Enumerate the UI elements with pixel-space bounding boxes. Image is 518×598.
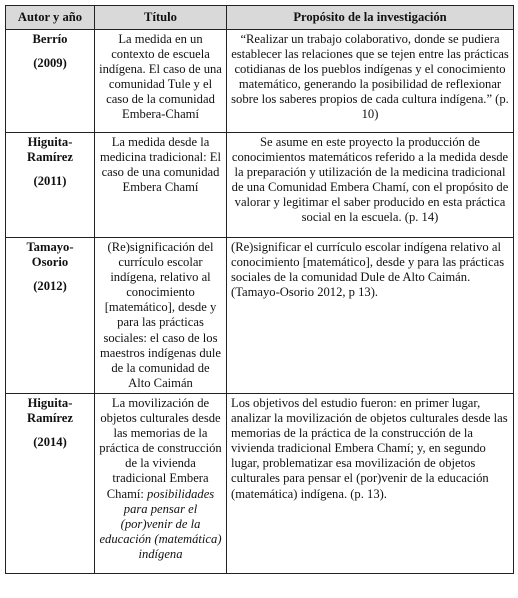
author-year: (2012) (33, 279, 67, 294)
purpose-text: Se asume en este proyecto la producción de conocimientos matemáticos referido a la medida desde la preparación y utilización de la medicina tradicional de una Comunidad Embera Chamí, con el propósito de valorar y legitimar el saber producido en esta práctica social en la escuela. (p. 14) (231, 135, 509, 225)
purpose-cell (227, 238, 514, 394)
table-row (6, 30, 514, 133)
title-italic-text: posibilidades para pensar el (por)venir de la educación (matemática) indígena (99, 486, 222, 561)
title-cell (95, 30, 227, 133)
author-cell (6, 393, 95, 573)
title-text: La medida desde la medicina tradicional: El caso de una comunidad Embera Chamí (100, 135, 221, 195)
header-author: Autor y año (6, 6, 95, 30)
author-name: Berrío (32, 32, 68, 46)
author-cell (6, 30, 95, 133)
purpose-text: (Re)significar el currículo escolar indígena relativo al conocimiento [matemático], desde y para las prácticas sociales de la comunidad Dule de Alto Caimán. (Tamayo-Osorio 2012, p 13). (231, 240, 505, 300)
purpose-cell (227, 393, 514, 573)
title-text: La medida en un contexto de escuela indígena. El caso de una comunidad Tule y el caso de la comunidad Embera-Chamí (99, 32, 222, 122)
table-row (6, 133, 514, 238)
author-cell (6, 133, 95, 238)
author-name: Tamayo-Osorio (26, 240, 74, 270)
title-text: (Re)significación del currículo escolar indígena, relativo al conocimiento [matemático], desde y para las prácticas sociales: el caso de los maestros indígenas dule de la comunidad de Alto Caimán (99, 240, 221, 390)
title-cell (95, 238, 227, 394)
title-text: La movilización de objetos culturales desde las memorias de la práctica de construcción de la vivienda tradicional Embera Chamí: (99, 395, 222, 501)
header-purpose: Propósito de la investigación (227, 6, 514, 30)
author-year: (2011) (33, 174, 67, 189)
author-name: Higuita-Ramírez (27, 135, 73, 165)
research-table (5, 5, 514, 574)
author-cell (6, 238, 95, 394)
author-year: (2009) (33, 56, 67, 71)
purpose-cell (227, 30, 514, 133)
title-cell (95, 393, 227, 573)
author-year: (2014) (33, 435, 67, 450)
purpose-text: “Realizar un trabajo colaborativo, donde se pudiera establecer las relaciones que se tejen entre las prácticas cotidianas de los pueblos indígenas y el conocimiento matemático, generando la posibilidad de reflexionar sobre los saberes propios de cada cultura indígena.” (p. 10) (231, 32, 509, 122)
table-row (6, 393, 514, 573)
author-name: Higuita-Ramírez (27, 395, 73, 426)
title-cell (95, 133, 227, 238)
table-row (6, 238, 514, 394)
header-title: Título (95, 6, 227, 30)
purpose-cell (227, 133, 514, 238)
purpose-text: Los objetivos del estudio fueron: en primer lugar, analizar la movilización de objetos culturales desde las memorias de la práctica de la construcción de la vivienda tradicional Embera Chamí; y, en segundo lugar, problematizar esa movilización de objetos culturales para pensar el (por)venir de la educación (matemática) indígena. (p. 13). (231, 395, 508, 501)
header-row (6, 6, 514, 30)
